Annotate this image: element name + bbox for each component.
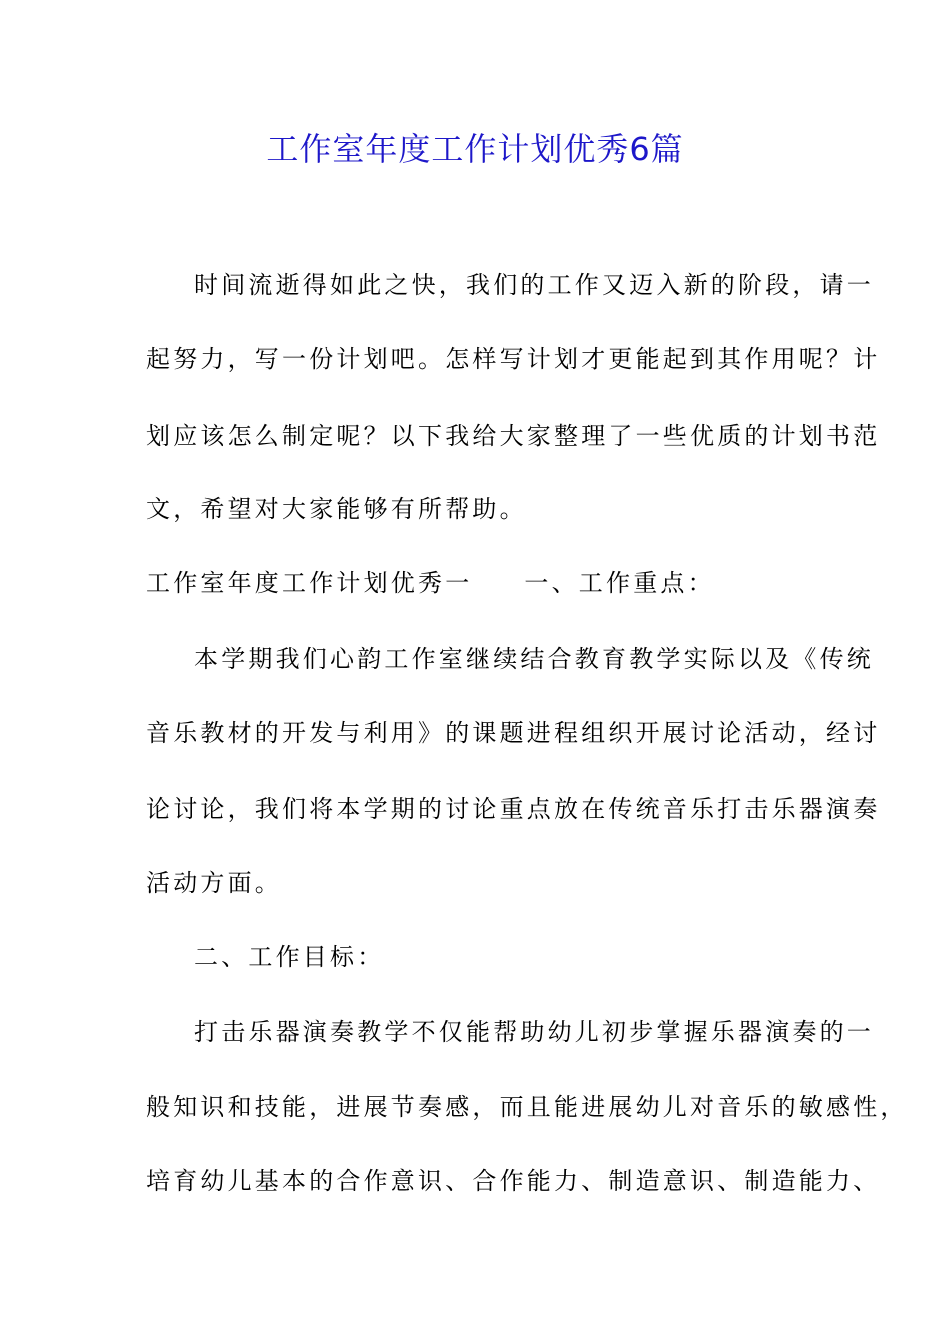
- document-title: 工作室年度工作计划优秀6篇: [266, 130, 684, 168]
- paragraph-line: 划应该怎么制定呢？以下我给大家整理了一些优质的计划书范: [146, 422, 881, 450]
- section-title: 工作室年度工作计划优秀一: [146, 569, 473, 597]
- paragraph-line: 培育幼儿基本的合作意识、合作能力、制造意识、制造能力、: [146, 1167, 881, 1195]
- paragraph-line: 打击乐器演奏教学不仅能帮助幼儿初步掌握乐器演奏的一: [194, 1018, 874, 1046]
- subsection-heading: 二、工作目标：: [194, 943, 385, 971]
- paragraph-line: 活动方面。: [146, 869, 282, 897]
- paragraph-line: 般知识和技能，进展节奏感，而且能进展幼儿对音乐的敏感性，: [146, 1093, 908, 1121]
- paragraph-line: 文，希望对大家能够有所帮助。: [146, 495, 527, 523]
- paragraph-line: 论讨论，我们将本学期的讨论重点放在传统音乐打击乐器演奏: [146, 795, 881, 823]
- subsection-heading: 一、工作重点：: [524, 569, 715, 597]
- paragraph-line: 本学期我们心韵工作室继续结合教育教学实际以及《传统: [194, 645, 874, 673]
- paragraph-line: 时间流逝得如此之快，我们的工作又迈入新的阶段，请一: [194, 271, 874, 299]
- paragraph-line: 音乐教材的开发与利用》的课题进程组织开展讨论活动，经讨: [146, 719, 881, 747]
- paragraph-line: 起努力，写一份计划吧。怎样写计划才更能起到其作用呢？计: [146, 345, 881, 373]
- section-heading-line: [146, 567, 826, 599]
